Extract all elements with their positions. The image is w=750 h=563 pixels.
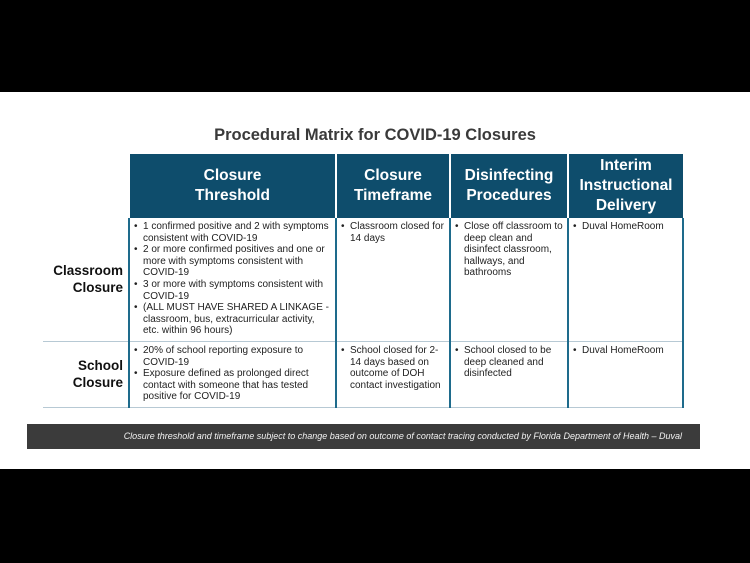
table-row-school-closure <box>43 342 683 408</box>
cell-disinfecting <box>450 342 568 408</box>
row-header-line: Closure <box>72 374 123 390</box>
list-item: • Duval HomeRoom <box>573 221 678 233</box>
list-item: • Duval HomeRoom <box>573 345 678 357</box>
row-header-line: Classroom <box>53 263 123 278</box>
list-item: • School closed to be deep cleaned and disinfected <box>455 345 563 380</box>
column-header-line: Closure <box>364 167 422 184</box>
cell-timeframe <box>336 342 450 408</box>
cell-disinfecting <box>450 218 568 342</box>
cell-threshold <box>129 342 336 408</box>
bullet-list <box>134 345 331 403</box>
list-item: • Classroom closed for 14 days <box>341 221 445 244</box>
bullet-list <box>341 221 445 244</box>
column-header-interim-instructional-delivery <box>568 154 683 218</box>
bullet-list <box>134 221 331 337</box>
closure-matrix-table <box>43 154 684 408</box>
row-header-classroom-closure <box>43 218 129 342</box>
cell-timeframe <box>336 218 450 342</box>
cell-instruction <box>568 218 683 342</box>
list-item: • Close off classroom to deep clean and disinfect classroom, hallways, and bathrooms <box>455 221 563 279</box>
column-header-line: Delivery <box>595 197 657 214</box>
column-header-line: Closure <box>203 167 262 184</box>
bullet-list <box>573 345 678 357</box>
column-header-line: Timeframe <box>353 187 433 204</box>
column-header-closure-timeframe <box>336 154 450 218</box>
slide <box>0 92 750 469</box>
list-item: • 3 or more with symptoms consistent with COVID-19 <box>134 279 331 302</box>
list-item: • Exposure defined as prolonged direct contact with someone that has tested positive for COVID-19 <box>134 368 331 403</box>
column-header-line: Procedures <box>466 187 552 204</box>
bullet-list <box>341 345 445 391</box>
slide-title: Procedural Matrix for COVID-19 Closures <box>214 126 536 144</box>
bullet-list <box>455 221 563 279</box>
column-header-line: Threshold <box>195 187 270 204</box>
header-row <box>43 154 683 218</box>
bullet-list <box>455 345 563 380</box>
column-header-line: Instructional <box>579 177 673 194</box>
list-item: • School closed for 2-14 days based on outcome of DOH contact investigation <box>341 345 445 391</box>
column-header-line: Interim <box>600 157 652 174</box>
cell-instruction <box>568 342 683 408</box>
table-row-classroom-closure <box>43 218 683 342</box>
list-item: • (ALL MUST HAVE SHARED A LINKAGE - classroom, bus, extracurricular activity, etc. within 96 hours) <box>134 302 331 337</box>
column-header-closure-threshold <box>129 154 336 218</box>
cell-threshold <box>129 218 336 342</box>
row-header-line: School <box>77 357 123 373</box>
list-item: • 1 confirmed positive and 2 with symptoms consistent with COVID-19 <box>134 221 331 244</box>
row-header-line: Closure <box>72 280 123 295</box>
row-header-school-closure <box>43 342 129 408</box>
footer-note-bar: Closure threshold and timeframe subject to change based on outcome of contact tracing conducted by Florida Department of Health – Duval <box>27 424 700 449</box>
corner-cell <box>43 154 129 218</box>
list-item: • 2 or more confirmed positives and one or more with symptoms consistent with COVID-19 <box>134 244 331 279</box>
column-header-disinfecting-procedures <box>450 154 568 218</box>
list-item: • 20% of school reporting exposure to COVID-19 <box>134 345 331 368</box>
column-header-line: Disinfecting <box>464 167 554 184</box>
bullet-list <box>573 221 678 233</box>
